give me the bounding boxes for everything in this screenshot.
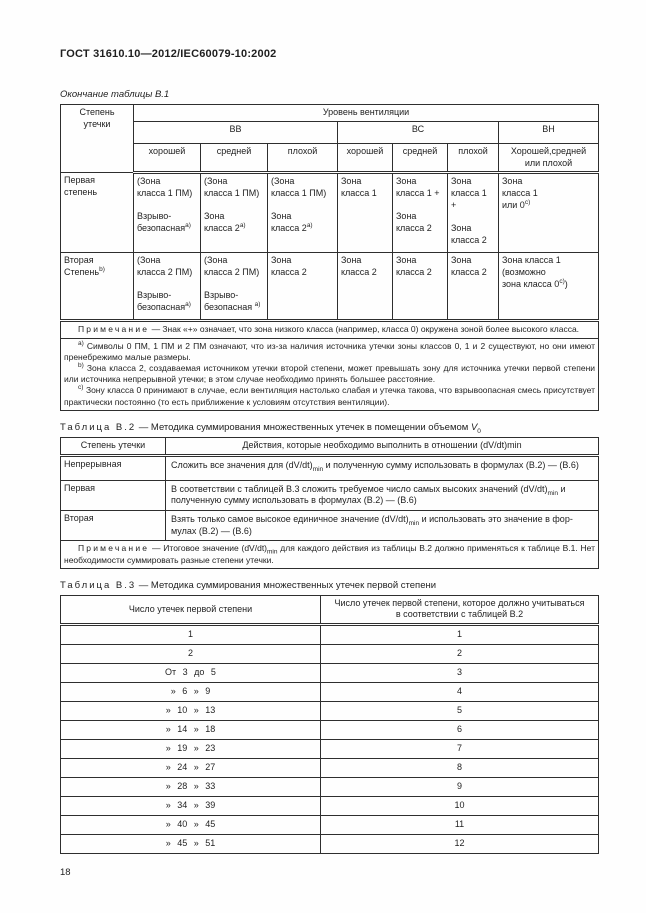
b1-cell: Зона класса 1: [338, 173, 393, 253]
b3-cell: 1: [321, 625, 599, 645]
footnote-text: Зона класса 2, создаваемая источником утечки второй степени, может превышать зону для источника утечки первой степени или источника непрерывной утечки; в этом случае необходимо принять большее расстояние.: [64, 363, 596, 385]
b3-cell: 12: [321, 835, 599, 854]
b1-cell: (Зона класса 2 ПМ) Взрыво- безопасная $^{a)}$: [201, 253, 268, 321]
note-label: Примечание: [78, 543, 150, 554]
b2-note: [64, 543, 595, 565]
b1-cell: Зона класса 2: [393, 253, 448, 321]
b3-cell: 4: [321, 683, 599, 702]
b1-header-quality: средней: [201, 144, 268, 173]
b1-cell: (Зона класса 1 ПМ) Зона класса 2$^{a)}$: [268, 173, 338, 253]
b2-action: В соответствии с таблицей В.3 сложить требуемое число самых высоких значений $(dV/dt)_{min}$ и полученную сумму использовать в формулах (В.2) — (В.6): [166, 480, 599, 510]
b1-cell: (Зона класса 2 ПМ) Взрыво- безопасная$^{a)}$: [134, 253, 201, 321]
b1-header-group-vb: ВВ: [134, 122, 338, 144]
b3-cell: » 24 » 27: [61, 759, 321, 778]
b1-header-quality: хорошей: [134, 144, 201, 173]
b1-header-group-vh: ВН: [499, 122, 599, 144]
b1-note-cell: [61, 321, 599, 338]
table-b2-caption-text: — Методика суммирования множественных утечек в помещении объемом $V_0$: [136, 421, 481, 435]
table-b3-caption: [60, 580, 598, 591]
b3-cell: От 3 до 5: [61, 664, 321, 683]
b3-cell: 11: [321, 816, 599, 835]
b3-cell: 9: [321, 778, 599, 797]
table-b3-caption-label: Таблица В.3: [60, 579, 137, 591]
note-text: — Знак «+» означает, что зона низкого класса (например, класса 0) окружена зоной более высокого класса.: [149, 324, 580, 335]
b1-cell: Зона класса 2: [338, 253, 393, 321]
b3-cell: 6: [321, 721, 599, 740]
b1-cell: (Зона класса 1 ПМ) Зона класса 2$^{a)}$: [201, 173, 268, 253]
b1-cell: Зона класса 1 + Зона класса 2: [448, 173, 499, 253]
b2-action: Взять только самое высокое единичное значение $(dV/dt)_{min}$ и использовать это значение в фор-мулах (В.2) — (В.6): [166, 510, 599, 540]
b3-cell: 8: [321, 759, 599, 778]
b2-action: Сложить все значения для $(dV/dt)_{min}$ и полученную сумму использовать в формулах (В.2) — (В.6): [166, 455, 599, 480]
b2-degree: Первая: [61, 480, 166, 510]
b1-header-ventilation-level: Уровень вентиляции: [134, 105, 599, 122]
b3-cell: 1: [61, 625, 321, 645]
b3-header-count: Число утечек первой степени: [61, 595, 321, 624]
b3-cell: » 45 » 51: [61, 835, 321, 854]
b1-cell: Зона класса 2: [448, 253, 499, 321]
b1-header-quality: Хорошей,средней или плохой: [499, 144, 599, 173]
b1-header-quality: средней: [393, 144, 448, 173]
b1-header-quality: плохой: [268, 144, 338, 173]
b3-cell: » 28 » 33: [61, 778, 321, 797]
footnote-marker: a): [78, 339, 84, 347]
b3-cell: » 14 » 18: [61, 721, 321, 740]
b1-footnote: [64, 385, 595, 407]
footnote-text: Зону класса 0 принимают в случае, если вентиляция настолько слабая и утечка такова, что взрывоопасная смесь присутствует практически постоянно (то есть приближение к условиям отсутствия вентиляции).: [64, 385, 596, 407]
b3-header-count-to-account: Число утечек первой степени, которое должно учитываться в соответствии с таблицей В.2: [321, 595, 599, 624]
b3-cell: 7: [321, 740, 599, 759]
b3-cell: 2: [321, 645, 599, 664]
table-b2: [60, 437, 599, 569]
b1-note: [64, 324, 595, 335]
table-b2-caption: [60, 422, 598, 433]
table-b3-caption-text: — Методика суммирования множественных утечек первой степени: [136, 579, 437, 591]
b3-cell: » 40 » 45: [61, 816, 321, 835]
note-label: Примечание: [78, 324, 150, 335]
b1-footnote: [64, 341, 595, 363]
b1-cell: Зона класса 1 + Зона класса 2: [393, 173, 448, 253]
page-number: 18: [60, 867, 71, 879]
document-title: ГОСТ 31610.10—2012/IEC60079-10:2002: [60, 48, 277, 60]
b1-row-degree: Первая степень: [61, 173, 134, 253]
b1-header-quality: хорошей: [338, 144, 393, 173]
table-b1-continuation-label: Окончание таблицы В.1: [60, 89, 170, 100]
b1-cell: Зона класса 1 (возможно зона класса 0$^{c)}$): [499, 253, 599, 321]
b3-cell: 10: [321, 797, 599, 816]
b1-cell: Зона класса 2: [268, 253, 338, 321]
note-text: — Итоговое значение $(dV/dt)_{min}$ для каждого действия из таблицы В.2 должно применяться к таблице В.1. Нет необходимости суммировать разные степени утечки.: [64, 543, 596, 565]
table-b3: [60, 595, 599, 854]
b2-header-actions: Действия, которые необходимо выполнить в отношении (dV/dt)min: [166, 437, 599, 455]
b2-note-cell: [61, 541, 599, 568]
b3-cell: 5: [321, 702, 599, 721]
b3-cell: » 10 » 13: [61, 702, 321, 721]
b1-cell: Зона класса 1 или 0$^{c)}$: [499, 173, 599, 253]
b1-header-leak-degree: Степень утечки: [61, 105, 134, 173]
b2-header-degree: Степень утечки: [61, 437, 166, 455]
footnote-text: Символы 0 ПМ, 1 ПМ и 2 ПМ означают, что из-за наличия источника утечки зоны классов 0, 1 и 2 существуют, но они имеют пренебрежимо малые размеры.: [64, 340, 596, 362]
table-b2-caption-label: Таблица В.2: [60, 421, 137, 433]
b1-footnotes-cell: [61, 338, 599, 410]
b3-cell: » 6 » 9: [61, 683, 321, 702]
b3-cell: 3: [321, 664, 599, 683]
b3-cell: 2: [61, 645, 321, 664]
b1-footnote: [64, 363, 595, 385]
b1-header-group-vc: ВС: [338, 122, 499, 144]
b1-row-degree: Вторая Степень$^{b)}$: [61, 253, 134, 321]
table-b1: [60, 104, 599, 411]
b1-cell: (Зона класса 1 ПМ) Взрыво- безопасная$^{a)}$: [134, 173, 201, 253]
b3-cell: » 19 » 23: [61, 740, 321, 759]
b2-degree: Непрерывная: [61, 455, 166, 480]
footnote-marker: c): [78, 384, 84, 392]
b3-cell: » 34 » 39: [61, 797, 321, 816]
b2-degree: Вторая: [61, 510, 166, 540]
b1-header-quality: плохой: [448, 144, 499, 173]
footnote-marker: b): [78, 362, 84, 370]
